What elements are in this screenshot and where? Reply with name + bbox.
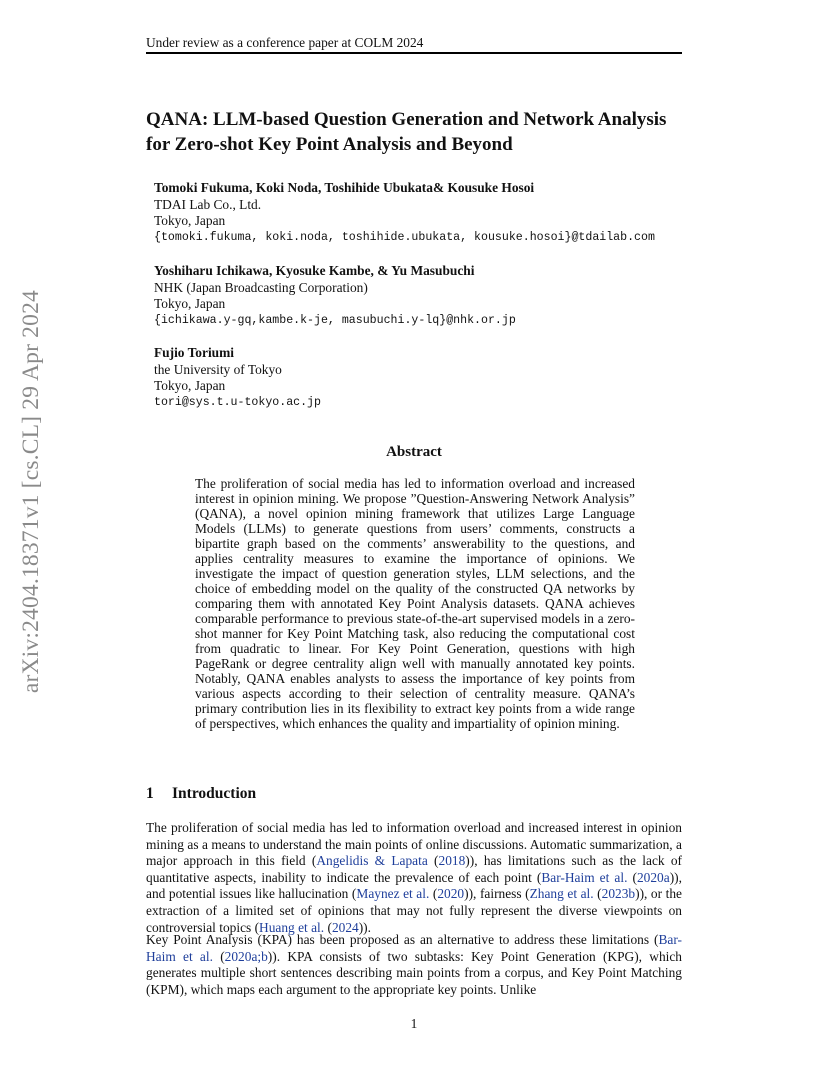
text-run: Key Point Analysis (KPA) has been proposed as an alternative to address these limitations ( xyxy=(146,932,659,947)
citation-link[interactable]: Huang et al. xyxy=(259,919,325,935)
running-header: Under review as a conference paper at COLM 2024 xyxy=(146,35,424,50)
text-run: )), fairness ( xyxy=(464,886,530,902)
citation-year-link[interactable]: 2020a xyxy=(636,869,670,885)
author-block-3 xyxy=(154,345,321,411)
intro-paragraph-1: The proliferation of social media has led to information overload and increased interest in opinion mining as a means to understand the main points of online discussions. Automatic summarization, a major approach in this field (Angelidis & Lapata (2018)), has limitations such as the lack of quantitative aspects, inability to indicate the prevalence of each point (Bar-Haim et al. (2020a)), and potential issues like hallucination (Maynez et al. (2020)), fairness (Zhang et al. (2023b)), or the extraction of a limited set of opinions that may not fully represent the diverse viewpoints on controversial topics (Huang et al. (2024)). xyxy=(146,820,683,935)
section-number: 1 xyxy=(146,785,154,802)
text-run: )), and potential issues like hallucination ( xyxy=(146,869,682,902)
author-names: Tomoki Fukuma, Koki Noda, Toshihide Ubukata& Kousuke Hosoi xyxy=(154,180,535,195)
text-run: )), or the extraction of a limited set of opinions that may not fully represent the diverse viewpoints on controversial topics ( xyxy=(146,886,682,935)
author-location: Tokyo, Japan xyxy=(154,213,226,228)
text-run: The proliferation of social media has led to information overload and increased interest in opinion mining as a means to understand the main points of online discussions. Automatic summarization, a major approach in this field ( xyxy=(146,820,682,869)
author-location: Tokyo, Japan xyxy=(154,378,226,393)
citation-link[interactable]: Bar-Haim et al. xyxy=(541,869,628,885)
citation-year-link[interactable]: 2020 xyxy=(437,886,465,902)
author-location: Tokyo, Japan xyxy=(154,296,226,311)
author-names: Yoshiharu Ichikawa, Kyosuke Kambe, & Yu Masubuchi xyxy=(154,263,475,278)
citation-year-link[interactable]: 2020a;b xyxy=(224,948,268,964)
author-affiliation: the University of Tokyo xyxy=(154,361,282,377)
header-rule xyxy=(146,52,682,54)
author-affiliation: TDAI Lab Co., Ltd. xyxy=(154,196,262,212)
text-run: )). KPA consists of two subtasks: Key Point Generation (KPG), which generates multiple short sentences describing main points from a corpus, and Key Point Matching (KPM), which maps each argument to the appropriate key points. Unlike xyxy=(146,948,683,997)
intro-paragraph-2: Key Point Analysis (KPA) has been proposed as an alternative to address these limitations (Bar-Haim et al. (2020a;b)). KPA consists of two subtasks: Key Point Generation (KPG), which generates multiple short sentences describing main points from a corpus, and Key Point Matching (KPM), which maps each argument to the appropriate key points. Unlike xyxy=(146,932,683,997)
author-block-2 xyxy=(154,263,516,329)
arxiv-stamp: arXiv:2404.18371v1 [cs.CL] 29 Apr 2024 xyxy=(18,290,44,694)
abstract-heading: Abstract xyxy=(386,444,442,460)
citation-link[interactable]: Zhang et al. xyxy=(529,886,594,902)
citation-link[interactable]: Maynez et al. xyxy=(356,886,430,902)
section-heading xyxy=(146,785,256,803)
paper-title: QANA: LLM-based Question Generation and Network Analysis for Zero-shot Key Point Analysis and Beyond xyxy=(146,109,667,155)
author-email: {ichikawa.y-gq,kambe.k-je, masubuchi.y-lq}@nhk.or.jp xyxy=(154,313,516,327)
citation-link[interactable]: Angelidis & Lapata xyxy=(316,853,428,869)
author-affiliation: NHK (Japan Broadcasting Corporation) xyxy=(154,279,368,295)
citation-year-link[interactable]: 2024 xyxy=(331,919,359,935)
text-run: )), has limitations such as the lack of quantitative aspects, inability to indicate the prevalence of each point ( xyxy=(146,853,683,885)
page-number: 1 xyxy=(410,1016,418,1031)
author-names: Fujio Toriumi xyxy=(154,345,234,360)
citation-link[interactable]: Bar-Haim et al. xyxy=(146,932,682,964)
citation-year-link[interactable]: 2018 xyxy=(438,853,466,869)
citation-year-link[interactable]: 2023b xyxy=(601,886,636,902)
abstract-text: The proliferation of social media has led to information overload and increased interest in opinion mining. We propose ”Question-Answering Network Analysis” (QANA), a novel opinion mining framework that utilizes Large Language Models (LLMs) to generate questions from users’ comments, constructs a bipartite graph based on the comments’ answerability to the questions, and applies centrality measures to examine the importance of opinions. We investigate the impact of question generation styles, LLM selections, and the choice of embedding model on the quality of the constructed QA networks by comparing them with annotated Key Point Analysis datasets. QANA achieves comparable performance to previous state-of-the-art supervised models in a zero-shot manner for Key Point Matching task, also reducing the computational cost from quadratic to linear. For Key Point Generation, questions with high PageRank or degree centrality align well with manually annotated key points. Notably, QANA enables analysts to assess the importance of key points from various aspects according to their selection of centrality measure. QANA’s primary contribution lies in its flexibility to extract key points from a wide range of perspectives, which enhances the quality and impartiality of opinion mining. xyxy=(195,476,635,731)
text-run: )). xyxy=(358,919,371,935)
author-block-1 xyxy=(154,180,655,246)
section-title: Introduction xyxy=(172,785,257,802)
author-email: {tomoki.fukuma, koki.noda, toshihide.ubukata, kousuke.hosoi}@tdailab.com xyxy=(154,230,655,244)
author-email: tori@sys.t.u-tokyo.ac.jp xyxy=(154,395,321,409)
